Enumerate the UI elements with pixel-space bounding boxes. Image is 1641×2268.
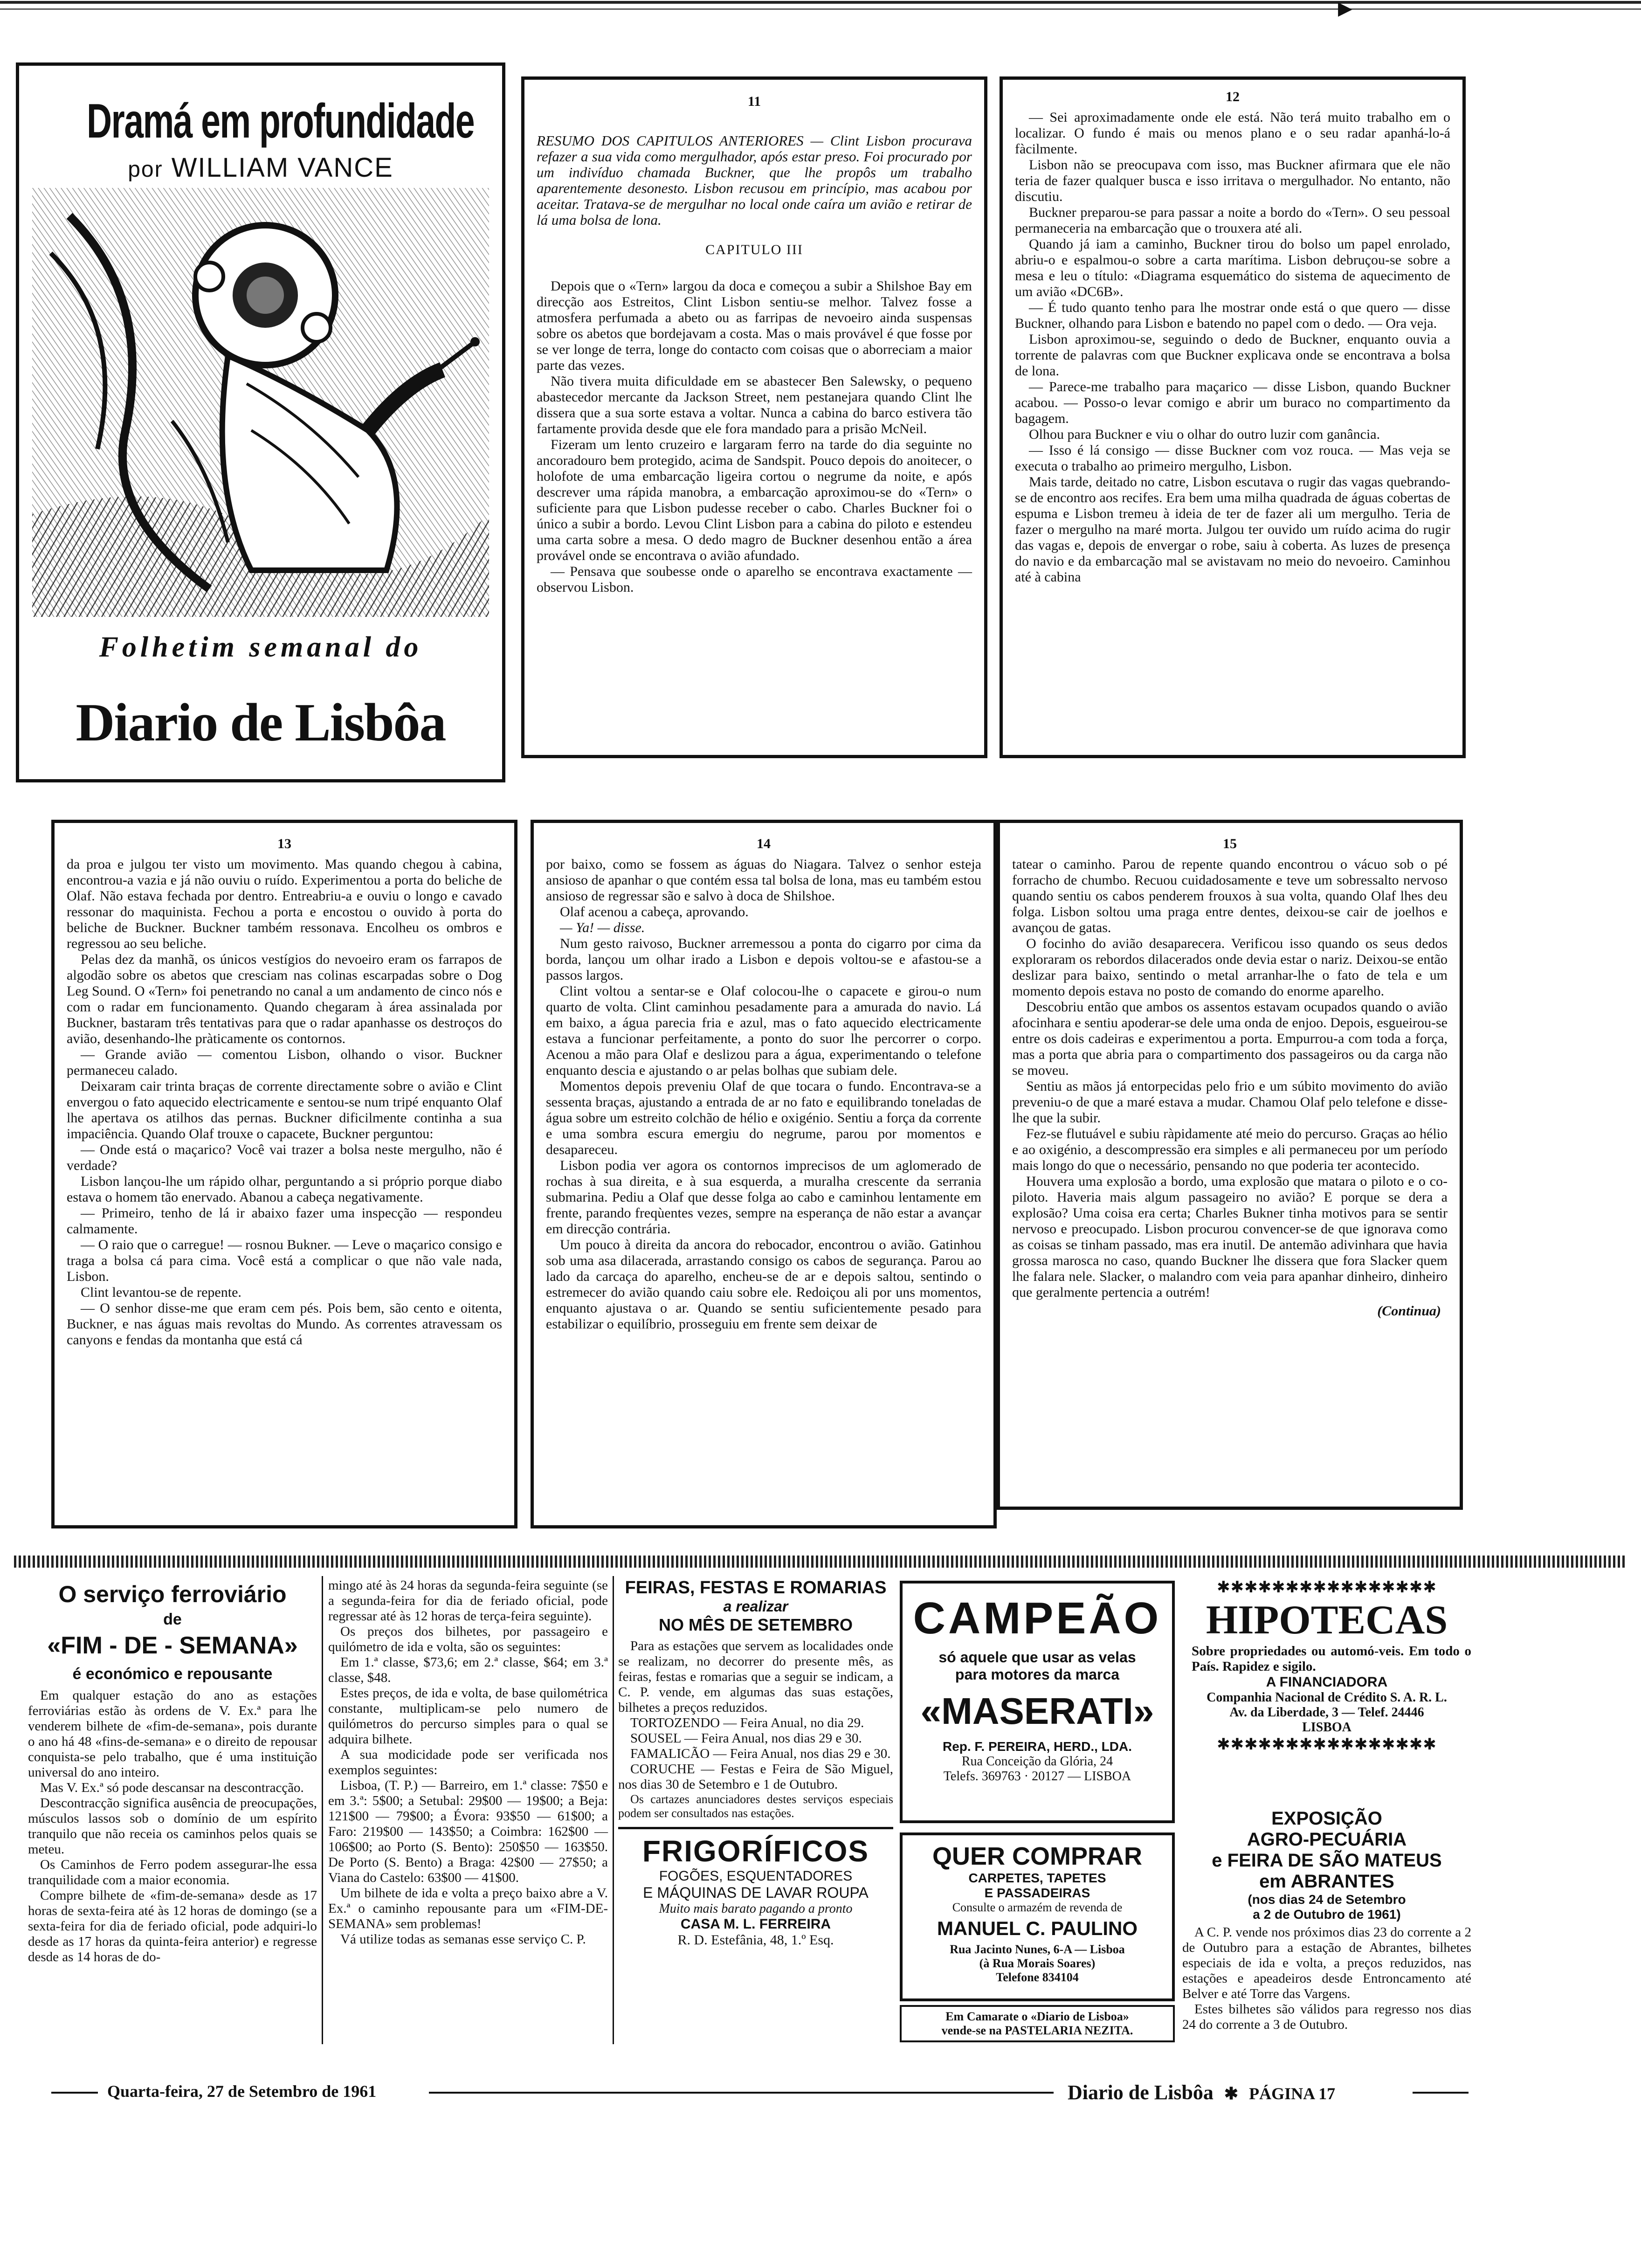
paragraph: — O raio que o carregue! — rosnou Bukner. — Leve o maçarico consigo e traga a bolsa cá para cima. Você está a complicar o que não vale nada, Lisbon. <box>67 1237 502 1284</box>
campeao-rep: Rep. F. PEREIRA, HERD., LDA. <box>942 1739 1132 1754</box>
paragraph: — O senhor disse-me que eram cem pés. Pois bem, são cento e oitenta, Buckner, e nas águas mais revoltas do Mundo. As correntes atravessam os canyons e fendas da montanha que está cá <box>67 1300 502 1348</box>
story-panel-13 <box>51 820 517 1528</box>
camarate-notice <box>900 2005 1175 2042</box>
feuilleton-cover-panel <box>16 62 505 782</box>
paragraph: Pelas dez da manhã, os únicos vestígios do nevoeiro eram os farrapos de algodão sobre os abetos que cresciam nas colinas escarpadas sobre o Dog Leg Sound. O «Tern» foi penetrando no canal a um andamento de cinco nós e com o radar em funcionamento. Quando chegaram à área assinalada por Buckner, bastaram três tentativas para que o radar apanhasse os destroços do avião, desenhando-lhe pràticamente os contornos. <box>67 952 502 1046</box>
campeao-ad <box>900 1581 1175 1823</box>
paragraph: Fez-se flutuável e subiu ràpidamente até meio do percurso. Graças ao hélio e ao oxigénio, a descompressão era simples e ali permaneceu por um período mais longo do que o necessário, pensando no que poderia ter acontecido. <box>1012 1126 1448 1173</box>
newspaper-masthead: Diario de Lisbôa <box>76 693 446 753</box>
campeao-line2: para motores da marca <box>955 1666 1120 1683</box>
panel-number: 14 <box>757 836 771 851</box>
fair-item: TORTOZENDO — Feira Anual, no dia 29. <box>630 1715 864 1730</box>
paragraph: Lisbon lançou-lhe um rápido olhar, perguntando a si próprio porque diabo estava o homem tão enervado. Abanou a cabeça negativamente. <box>67 1174 502 1205</box>
panel-number: 12 <box>1226 89 1240 104</box>
exhibition-ad <box>1182 1808 1471 2033</box>
carpets-de: de <box>1110 1901 1123 1914</box>
story-panel-11 <box>521 76 987 758</box>
paragraph: Mas V. Ex.ª só pode descansar na descontracção. <box>40 1780 304 1795</box>
edge-mark: ▶ <box>1338 0 1352 19</box>
paragraph: mingo até às 24 horas da segunda-feira seguinte (se a segunda-feira for dia de feriado oficial, pode regressar até às 12 horas de terça-feira seguinte). <box>328 1578 608 1624</box>
paragraph: Descobriu então que ambos os assentos estavam ocupados quando o avião afocinhara e sentiu apoderar-se dele uma onda de enjoo. Depois, esgueirou-se entre os dois cadeiras e experimentou a porta. Empurrou-a com toda a força, mas a porta que abria para o compartimento dos passageiros ou da carga não se moveu. <box>1012 999 1448 1078</box>
exhibition-dates2: a 2 de Outubro de 1961) <box>1253 1907 1401 1922</box>
carpets-consult: Consulte o armazém de revenda <box>952 1901 1108 1914</box>
footer-page: PÁGINA 17 <box>1249 2084 1336 2103</box>
fair-item: SOUSEL — Feira Anual, nos dias 29 e 30. <box>630 1731 862 1746</box>
paragraph: — É tudo quanto tenho para lhe mostrar onde está o que quero — disse Buckner, olhando para Lisbon e batendo no papel com o dedo. — Ora veja. <box>1015 300 1450 331</box>
paragraph: Os cartazes anunciadores destes serviços especiais podem ser consultados nas estações. <box>618 1792 893 1820</box>
mortgage-line1: Sobre propriedades ou automó-veis. Em todo o País. Rapidez e sigilo. <box>1192 1644 1471 1674</box>
fairs-text <box>618 1639 893 1820</box>
carpets-ad <box>900 1832 1175 2001</box>
carpets-name: MANUEL C. PAULINO <box>937 1917 1138 1939</box>
campeao-phones: Telefs. 369763 · 20127 — LISBOA <box>943 1769 1131 1784</box>
fridges-line4: CASA M. L. FERREIRA <box>680 1916 831 1932</box>
feuilleton-subtitle: Folhetim semanal do <box>99 631 422 663</box>
paragraph: Estes preços, de ida e volta, de base quilométrica constante, multiplicam-se pelo numero de quilómetros do percurso simples para o qual se adquira bilhete. <box>328 1686 608 1747</box>
story-text <box>1000 857 1460 1300</box>
mortgage-stars: ✱✱✱✱✱✱✱✱✱✱✱✱✱✱✱✱ <box>1217 1579 1437 1596</box>
paragraph: Clint levantou-se de repente. <box>81 1285 241 1300</box>
paragraph: Para as estações que servem as localidades onde se realizam, no decorrer do presente mês, as feiras, festas e romarias que a seguir se indicam, a C. P. vende, em algumas das suas estações, bilhetes a preços reduzidos. <box>618 1639 893 1715</box>
paragraph: Não tivera muita dificuldade em se abastecer Ben Salewsky, o pequeno abastecedor mercante da Jackson Street, nem pestanejara quando Clint lhe dissera que a sua sorte estava a voltar. Nunca a cabina do barco estivera tão fartamente provida desde que ele fora mandado para a prisão McNeil. <box>537 373 972 436</box>
column-rule <box>322 1576 323 2044</box>
paragraph: Um bilhete de ida e volta a preço baixo abre a V. Ex.ª o caminho repousante para um «FIM-DE-SEMANA» sem problemas! <box>328 1886 608 1931</box>
story-panel-12 <box>1000 76 1466 758</box>
author-name: WILLIAM VANCE <box>171 152 393 183</box>
campeao-line1: só aquele que usar as velas <box>938 1649 1136 1666</box>
story-panel-14 <box>531 820 997 1528</box>
paragraph: Quando já iam a caminho, Buckner tirou do bolso um papel enrolado, abriu-o e espalmou-o sobre a carta marítima. Lisbon debruçou-se sobre a mesa e leu o título: «Diagrama esquemático do sistema de aquecimento de um avião «DC6B». <box>1015 236 1450 299</box>
paragraph: Buckner preparou-se para passar a noite a bordo do «Tern». O seu pessoal permaneceria na embarcação que o trouxera até ali. <box>1015 205 1450 236</box>
paragraph: Vá utilize todas as semanas esse serviço C. P. <box>340 1932 586 1947</box>
paragraph: Em qualquer estação do ano as estações ferroviárias estão às ordens de V. Ex.ª para lhe venderem bilhete de «fim-de-semana», pois durante o ano há 48 «fins-de-semana» e o direito de repousar conquista-se pelo trabalho, que é uma instituição universal do ano inteiro. <box>28 1688 317 1780</box>
fridges-line5: R. D. Estefânia, 48, 1.º Esq. <box>677 1932 834 1948</box>
exhibition-text <box>1182 1925 1471 2033</box>
paragraph: Lisbon aproximou-se, seguindo o dedo de Buckner, enquanto ouvia a torrente de palavras com que Buckner explicava onde se encontrava a bolsa de lona. <box>1015 332 1450 379</box>
feuilleton-author <box>19 152 502 183</box>
paragraph: Clint voltou a sentar-se e Olaf colocou-lhe o capacete e girou-o num quarto de volta. Clint caminhou pesadamente para a amurada do navio. Lá em baixo, a água parecia fria e azul, mas o fato aquecido electricamente estava a funcionar perfeitamente, a ponto do suor lhe percorrer o corpo. Acenou a mão para Olaf e deslizou para a água, experimentando o telefone enquanto descia e ajustando o ar pelas bolhas que subiam dele. <box>546 983 981 1078</box>
paragraph: Estes bilhetes são válidos para regresso nos dias 24 do corrente a 3 de Outubro. <box>1182 2002 1471 2032</box>
footer-star: ✱ <box>1224 2084 1239 2103</box>
carpets-phone: Telefone 834104 <box>996 1971 1079 1984</box>
panel-number: 13 <box>277 836 291 851</box>
footer-paper-name: Diario de Lisbôa <box>1068 2081 1214 2104</box>
exhibition-dates1: (nos dias 24 de Setembro <box>1248 1892 1406 1907</box>
carpets-address2: (à Rua Morais Soares) <box>979 1957 1096 1970</box>
paragraph: Os Caminhos de Ferro podem assegurar-lhe essa tranquilidade com a maior economia. <box>28 1857 317 1888</box>
fair-item: CORUCHE — Festas e Feira de São Miguel, nos dias 30 de Setembro e 1 de Outubro. <box>618 1762 893 1792</box>
paragraph: Num gesto raivoso, Buckner arremessou a ponta do cigarro por cima da borda, lançou um olhar irado a Lisbon e depois voltou-se e afastou-se a passos largos. <box>546 936 981 983</box>
author-prefix: por <box>128 157 163 182</box>
exhibition-title4: em ABRANTES <box>1259 1871 1394 1892</box>
paragraph: Olaf acenou a cabeça, aprovando. <box>560 904 749 920</box>
rail-ad-text-cont <box>328 1578 608 1947</box>
paragraph: Lisboa, (T. P.) — Barreiro, em 1.ª classe: 7$50 e em 3.ª: 5$00; a Setubal: 29$00 — 19$00; a Beja: 121$00 — 79$00; a Évora: 93$50 — 61$00; a Faro: 219$00 — 143$50; a Coimbra: 162$00 — 106$00; ao Porto (S. Bento): 250$50 — 163$50. De Porto (S. Bento) a Braga: 42$00 — 27$50; a Viana do Castelo: 63$00 — 41$00. <box>328 1778 608 1885</box>
footer-paper <box>1068 2081 1335 2104</box>
mortgage-line5: LISBOA <box>1302 1720 1351 1735</box>
rail-ad-title: O serviço ferroviário <box>58 1581 287 1607</box>
carpets-title: QUER COMPRAR <box>932 1842 1142 1870</box>
campeao-brand: «MASERATI» <box>920 1690 1154 1732</box>
paragraph: Compre bilhete de «fim-de-semana» desde as 17 horas de sexta-feira até às 12 horas de domingo (se a sexta-feira for dia de feriado oficial, pode adquiri-lo desde as 17 horas da quinta-feira anterior) e regresse desde as 14 horas de do- <box>28 1888 317 1964</box>
fairs-sub1: a realizar <box>723 1598 788 1615</box>
panel-number: 11 <box>747 94 761 109</box>
fairs-ad <box>618 1578 893 1948</box>
fridges-line2: E MÁQUINAS DE LAVAR ROUPA <box>643 1884 869 1901</box>
carpets-line2: E PASSADEIRAS <box>984 1886 1090 1900</box>
campeao-address: Rua Conceição da Glória, 24 <box>961 1754 1113 1769</box>
ads-divider <box>14 1556 1627 1568</box>
mortgage-title: HIPOTECAS <box>1206 1597 1448 1643</box>
paragraph: — Onde está o maçarico? Você vai trazer a bolsa neste mergulho, não é verdade? <box>67 1142 502 1173</box>
column-rule <box>613 1576 614 2044</box>
fairs-title: FEIRAS, FESTAS E ROMARIAS <box>625 1578 887 1597</box>
paragraph: A C. P. vende nos próximos dias 23 do corrente a 2 de Outubro para a estação de Abrantes, bilhetes especiais de ida e volta, a preços reduzidos, nas estações e apeadeiros desde Entroncamento até Belver e até Torre das Vargens. <box>1182 1925 1471 2001</box>
paragraph: Um pouco à direita da ancora do rebocador, encontrou o avião. Gatinhou sob uma asa dilacerada, arrastando consigo os cabos de segurança. Parou ao lado da carcaça do aparelho, encheu-se de ar e depois saltou, sentindo o estremecer do avião quando caiu sobre ele. Redoiçou ali por uns momentos, enquanto ajustava o ar. Quando se sentiu suficientemente pesado para estabilizar o equilíbrio, prosseguiu em frente sem deixar de <box>546 1237 981 1332</box>
rail-ad-text <box>28 1688 317 1965</box>
panel-number: 15 <box>1223 836 1237 851</box>
top-rule <box>0 1 1641 10</box>
paragraph: — Grande avião — comentou Lisbon, olhando o visor. Buckner permaneceu calado. <box>67 1047 502 1078</box>
story-panel-15 <box>997 820 1463 1510</box>
paragraph: Momentos depois preveniu Olaf de que tocara o fundo. Encontrava-se a sessenta braças, ajustando a entrada de ar no fato e equilibrando toneladas de água sobre um estreito colchão de hélio e oxigénio. Sentiu a força da corrente e uma sombra escura emergiu do negrume, parou por momentos e desapareceu. <box>546 1079 981 1157</box>
fridges-title: FRIGORÍFICOS <box>642 1834 869 1868</box>
camarate-line1: Em Camarate o «Diario de Lisboa» <box>945 2010 1129 2023</box>
camarate-line2: vende-se na PASTELARIA NEZITA. <box>941 2024 1133 2037</box>
rail-ad-subtitle: é económico e repousante <box>72 1665 273 1683</box>
paragraph: Deixaram cair trinta braças de corrente directamente sobre o avião e Clint envergou o fato aquecido electricamente e sentou-se num tripé enquanto Olaf lhe apertava os atilhos das pernas. Buckner dificilmente continha a sua impaciência. Quando Olaf trouxe o capacete, Buckner perguntou: <box>67 1079 502 1141</box>
footer-date: Quarta-feira, 27 de Setembro de 1961 <box>107 2082 377 2101</box>
carpets-line3 <box>910 1901 1165 1915</box>
mortgage-line4: Av. da Liberdade, 3 — Telef. 24446 <box>1229 1705 1424 1720</box>
fairs-sub2: NO MÊS DE SETEMBRO <box>658 1615 853 1634</box>
previous-chapters-summary: RESUMO DOS CAPITULOS ANTERIORES — Clint Lisbon procurava refazer a sua vida como mergulhador, após estar preso. Foi procurado por um indivíduo chamada Buckner, que lhe propôs um trabalho aparentemente desonesto. Lisbon recusou em princípio, mas acabou por aceitar. Tratava-se de mergulhar no local onde caíra um avião e retirar de lá uma bolsa de lona. <box>537 132 972 228</box>
paragraph: Lisbon podia ver agora os contornos imprecisos de um aglomerado de rochas à sua direita, e à sua esquerda, a muralha crescente da serrania submarina. Pediu a Olaf que desse folga ao cabo e caminhou lentamente em frente, parando freqùentes vezes, sempre na esperança de não estar a avançar em direcção contrária. <box>546 1158 981 1237</box>
paragraph: — Parece-me trabalho para maçarico — disse Lisbon, quando Buckner acabou. — Posso-o levar comigo e abrir um buraco no compartimento da bagagem. <box>1015 379 1450 426</box>
fridges-ad <box>618 1827 893 1948</box>
diver-illustration <box>32 188 489 617</box>
paragraph: Sentiu as mãos já entorpecidas pelo frio e um súbito movimento do avião preveniu-o de que a maré estava a mudar. Chamou Olaf pelo telefone e disse-lhe que la subir. <box>1012 1079 1448 1126</box>
mortgage-line2: A FINANCIADORA <box>1266 1674 1388 1690</box>
campeao-title: CAMPEÃO <box>913 1593 1162 1643</box>
exhibition-title2: AGRO-PECUÁRIA <box>1247 1829 1407 1850</box>
story-text <box>524 278 984 595</box>
paragraph: — Primeiro, tenho de lá ir abaixo fazer uma inspecção — respondeu calmamente. <box>67 1205 502 1237</box>
footer-mid-rule <box>429 2092 1054 2094</box>
paragraph: da proa e julgou ter visto um movimento. Mas quando chegou à cabina, encontrou-a vazia e já não ouviu o ruído. Experimentou a porta do beliche de Olaf. Não estava fechada por dentro. Entreabriu-a e ouviu o longo e cavado ressonar do maquinista. Fechou a porta e encostou o ouvido à porta do beliche de Buckner. Buckner também ressonava. Encolheu os ombros e regressou ao seu beliche. <box>67 857 502 951</box>
paragraph: — Pensava que soubesse onde o aparelho se encontrava exactamente — observou Lisbon. <box>537 564 972 595</box>
paragraph: Os preços dos bilhetes, por passageiro e quilómetro de ida e volta, são os seguintes: <box>328 1624 608 1654</box>
mortgage-ad <box>1182 1578 1471 1754</box>
fair-item: FAMALICÃO — Feira Anual, nos dias 29 e 30. <box>630 1746 891 1761</box>
carpets-address: Rua Jacinto Nunes, 6-A — Lisboa <box>950 1943 1125 1956</box>
paragraph: Depois que o «Tern» largou da doca e começou a subir a Shilshoe Bay em direcção aos Estreitos, Clint Lisbon sentiu-se melhor. Talvez fosse a atmosfera perfumada a abeto ou as farripas de nevoeiro ainda suspensas sobre os abetos que bordejavam a costa. Mas o mais provável é que fosse por se ver longe de terra, longe do contacto com coisas que o aborreciam a maior parte das vezes. <box>537 278 972 373</box>
paragraph: O focinho do avião desaparecera. Verificou isso quando os seus dedos exploraram os rebordos dilacerados onde devia estar o nariz. Deixou-se então deslizar para baixo, sentindo o metal arranhar-lhe o fato de tela e um momento depois estava no posto de comando do enorme aparelho. <box>1012 936 1448 999</box>
exhibition-title1: EXPOSIÇÃO <box>1271 1808 1382 1829</box>
footer-left-rule <box>51 2092 98 2094</box>
mortgage-stars-bottom: ✱✱✱✱✱✱✱✱✱✱✱✱✱✱✱✱ <box>1217 1736 1437 1753</box>
paragraph: Em 1.ª classe, $73,6; em 2.ª classe, $64; em 3.ª classe, $48. <box>328 1655 608 1685</box>
rail-ad-de: de <box>163 1611 182 1628</box>
exhibition-title3: e FEIRA DE SÃO MATEUS <box>1212 1850 1442 1871</box>
paragraph: Descontracção significa ausência de preocupações, músculos lassos sob o domínio de um espírito tranquilo que não receia os caminhos pelos quais se meteu. <box>28 1796 317 1857</box>
paragraph: — Sei aproximadamente onde ele está. Não terá muito trabalho em o localizar. O fundo é mais ou menos plano e o seu radar apanhá-lo-á fàcilmente. <box>1015 110 1450 157</box>
continued-marker: (Continua) <box>1377 1303 1441 1319</box>
story-text <box>55 857 514 1348</box>
carpets-line1: CARPETES, TAPETES <box>968 1871 1106 1885</box>
paragraph: — Ya! — disse. <box>560 920 645 935</box>
feuilleton-title: Dramá em profundidade <box>87 94 475 148</box>
paragraph: Olhou para Buckner e viu o olhar do outro luzir com ganância. <box>1029 427 1380 442</box>
footer-right-rule <box>1413 2092 1469 2094</box>
paragraph: Fizeram um lento cruzeiro e largaram ferro na tarde do dia seguinte no ancoradouro bem protegido, acima de Sandspit. Pouco depois do anoitecer, o holofote de uma embarcação ligeira cortou o negrume da noite, e após descrever uma rápida manobra, a embarcação aproximou-se do «Tern» o suficiente para que Lisbon pudesse receber o cabo. Charles Buckner foi o único a subir a bordo. Levou Clint Lisbon para a cabina do piloto e estendeu uma carta sobre a mesa. O dedo magro de Buckner desenhou então a área provável onde se encontrava o avião afundado. <box>537 437 972 563</box>
paragraph: Lisbon não se preocupava com isso, mas Buckner afirmara que ele não teria de fazer qualquer busca e isso irritava o mergulhador. No entanto, não discutiu. <box>1015 157 1450 204</box>
paragraph: — Isso é lá consigo — disse Buckner com voz rouca. — Mas veja se executa o trabalho ao primeiro mergulho, Lisbon. <box>1015 443 1450 474</box>
paragraph: Houvera uma explosão a bordo, uma explosão que matara o piloto e o co-piloto. Haveria mais algum passageiro no avião? E porque se dera a explosão? Uma coisa era certa; Charles Bukner tinha motivos para se sentir nervoso e preocupado. Lisbon procurou convencer-se de que ignorava como as coisas se tinham passado, mas era inutil. De antemão adivinhara que havia grossa marosca no caso, quando Buckner lhe dissera que fora Slacker quem lhe falara nele. Slacker, o malandro com veia para apanhar dinheiro, dinheiro que geralmente pertencia a outrém! <box>1012 1174 1448 1300</box>
chapter-heading: CAPITULO III <box>705 242 803 257</box>
paragraph: por baixo, como se fossem as águas do Niagara. Talvez o senhor esteja ansioso de apanhar o que contém essa tal bolsa de lona, mas eu também estou ansioso de regressar são e salvo à doca de Shilshoe. <box>546 857 981 904</box>
paragraph: tatear o caminho. Parou de repente quando encontrou o vácuo sob o pé forracho de chumbo. Recuou cuidadosamente e teve um sobressalto nervoso quando sentiu os cabos penderem frouxos à sua volta, quando Olaf lhes deu folga. Lisbon soltou uma praga entre dentes, deixou-se cair de joelhos e avançou de gatas. <box>1012 857 1448 935</box>
paragraph: Mais tarde, deitado no catre, Lisbon escutava o rugir das vagas quebrando-se de encontro aos recifes. Era bem uma milha quadrada de águas cobertas de espuma e Lisbon tremeu à ideia de ter de fazer ali um mergulho. Teria de fazer o mergulho na maré morta. Julgou ter ouvido um ruído acima do rugir das vagas e, depois de envergar o robe, saiu à coberta. As luzes de presença do navio e da embarcação mal se avistavam no meio do nevoeiro. Caminhou até à cabina <box>1015 474 1450 585</box>
fridges-line1: FOGÕES, ESQUENTADORES <box>659 1868 853 1884</box>
rail-ad-title2: «FIM - DE - SEMANA» <box>47 1632 298 1659</box>
fridges-line3: Muito mais barato pagando a pronto <box>659 1902 853 1916</box>
mortgage-line3: Companhia Nacional de Crédito S. A. R. L. <box>1207 1690 1447 1705</box>
story-text <box>1003 110 1462 585</box>
story-text <box>534 857 993 1332</box>
rail-weekend-ad <box>28 1581 317 1965</box>
paragraph: A sua modicidade pode ser verificada nos exemplos seguintes: <box>328 1747 608 1777</box>
